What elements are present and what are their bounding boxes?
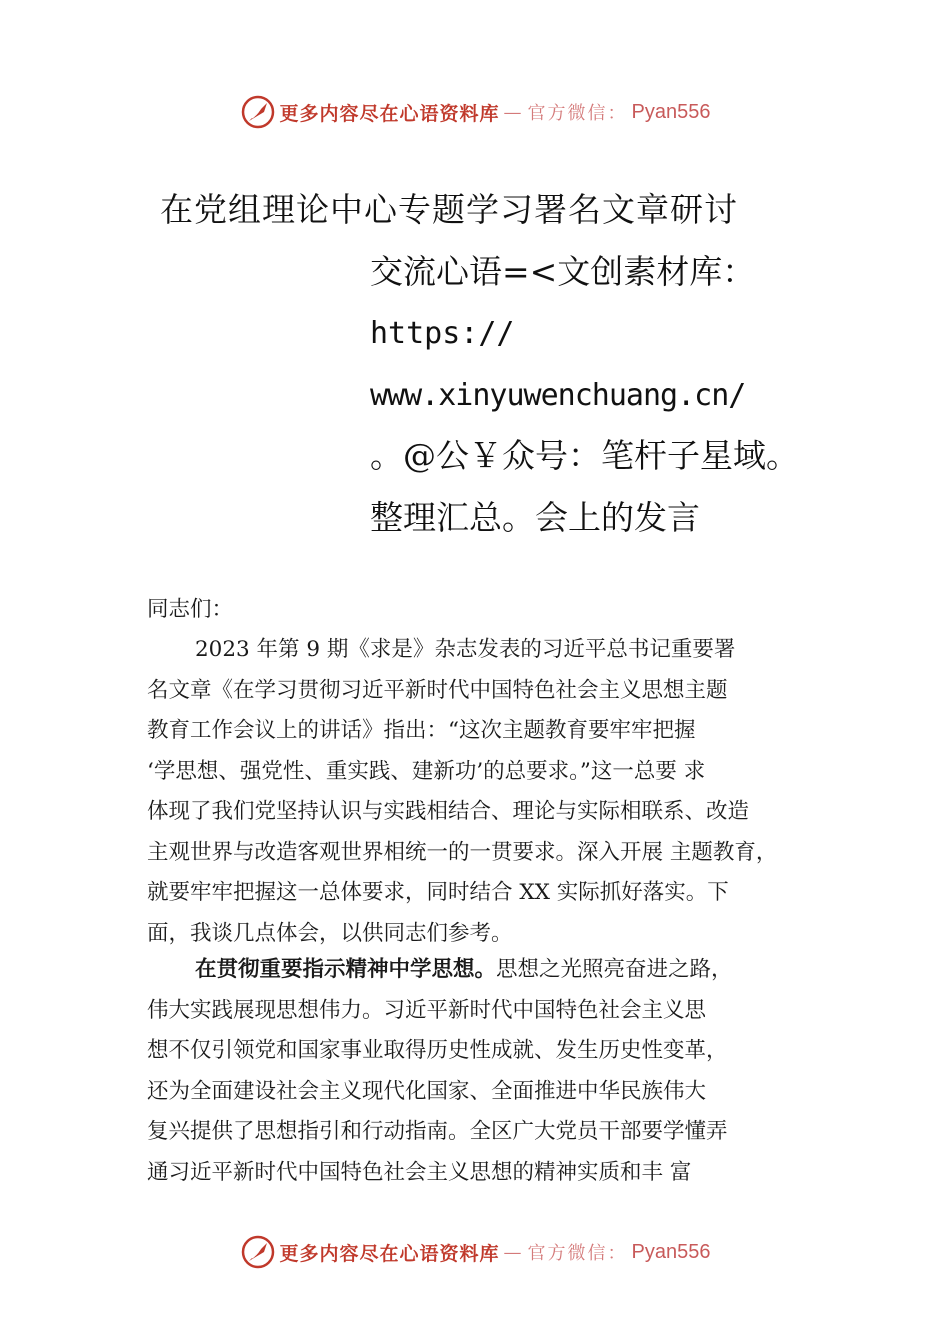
greeting: 同志们： xyxy=(147,597,234,622)
paragraph-2 xyxy=(147,950,733,1193)
paragraph-line: 伟大实践展现思想伟力。习近平新时代中国特色社会主义思 xyxy=(147,997,707,1023)
title-line-5: 。@公￥众号：笔杆子星域。 xyxy=(370,436,799,475)
paragraph-line: 主观世界与改造客观世界相统一的一贯要求。深入开展 主题教育， xyxy=(147,839,778,865)
paragraph-line: ‘学思想、强党性、重实践、建新功’的总要求。”这一总要 求 xyxy=(147,758,706,784)
paragraph-line: 想不仅引领党和国家事业取得历史性成就、发生历史性变革， xyxy=(147,1038,728,1063)
watermark-main-text: 更多内容尽在心语资料库 xyxy=(279,102,500,125)
title-line-2: 交流心语=<文创素材库： xyxy=(370,252,756,291)
watermark-sub-text: 官方微信： xyxy=(527,1243,628,1264)
quill-logo-icon xyxy=(240,94,276,130)
watermark-sub-text: 官方微信： xyxy=(527,103,628,124)
paragraph-line: 2023 年第 9 期《求是》杂志发表的习近平总书记重要署 xyxy=(195,637,736,662)
title-line-1: 在党组理论中心专题学习署名文章研讨 xyxy=(160,190,738,229)
paragraph-line: 还为全面建设社会主义现代化国家、全面推进中华民族伟大 xyxy=(147,1078,707,1104)
section-heading: 在贯彻重要指示精神中学思想。 xyxy=(195,957,497,982)
paragraph-line: 教育工作会议上的讲话》指出：“这次主题教育要牢牢把握 xyxy=(147,718,696,743)
paragraph-line: 面，我谈几点体会，以供同志们参考。 xyxy=(147,920,513,946)
quill-logo-icon xyxy=(240,1234,276,1270)
watermark-main-text: 更多内容尽在心语资料库 xyxy=(279,1242,500,1265)
title-line-4: www.xinyuwenchuang.cn/ xyxy=(370,378,746,413)
paragraph-line: 就要牢牢把握这一总体要求，同时结合 XX 实际抓好落实。下 xyxy=(147,880,729,905)
footer-watermark xyxy=(0,1232,950,1272)
watermark-dash: — xyxy=(503,1241,524,1263)
watermark-dash: — xyxy=(503,101,524,123)
watermark-wechat-id: Pyan556 xyxy=(631,100,711,123)
title-line-3: https:// xyxy=(370,316,515,351)
paragraph-line: 体现了我们党坚持认识与实践相结合、理论与实际相联系、改造 xyxy=(147,799,750,824)
paragraph-line-rest: 思想之光照亮奋进之路， xyxy=(496,957,733,982)
title-line-6: 整理汇总。会上的发言 xyxy=(370,498,700,537)
paragraph-line: 名文章《在学习贯彻习近平新时代中国特色社会主义思想主题 xyxy=(147,677,728,703)
watermark-wechat-id: Pyan556 xyxy=(631,1240,711,1263)
header-watermark xyxy=(0,92,950,132)
paragraph-first-line xyxy=(147,950,733,991)
paragraph-1 xyxy=(147,630,777,954)
paragraph-line: 通习近平新时代中国特色社会主义思想的精神实质和丰 富 xyxy=(147,1159,692,1185)
paragraph-line: 复兴提供了思想指引和行动指南。全区广大党员干部要学懂弄 xyxy=(147,1119,728,1144)
